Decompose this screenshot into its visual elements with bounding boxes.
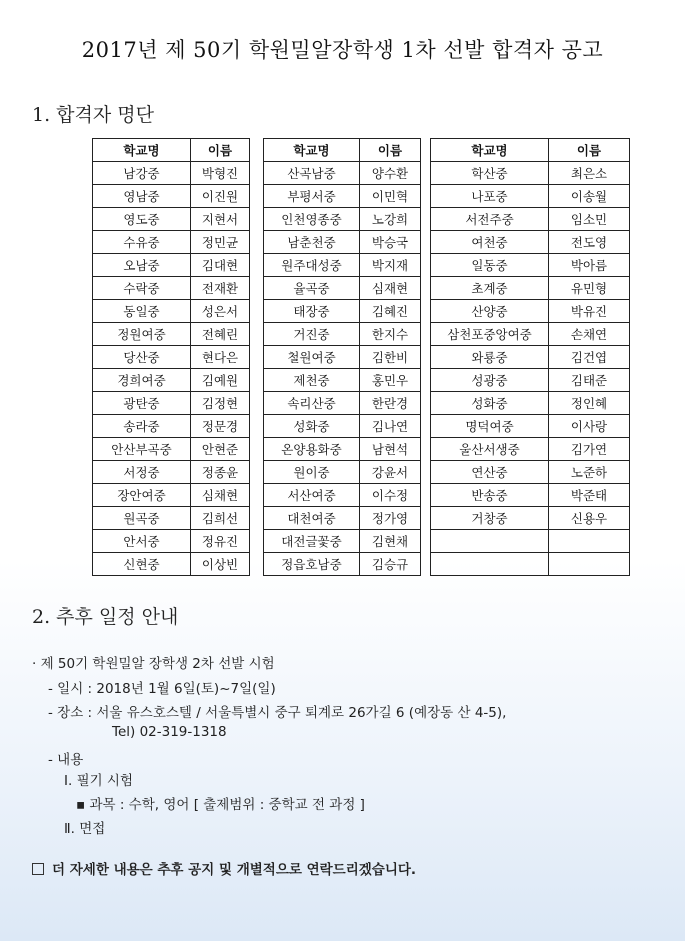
table-header-row (264, 139, 421, 162)
table-row (93, 484, 250, 507)
school-cell: 당산중 (93, 346, 191, 369)
schedule-item: · 제 50기 학원밀알 장학생 2차 선발 시험 (32, 656, 275, 672)
school-cell: 산곡남중 (264, 162, 360, 185)
school-cell: 태장중 (264, 300, 360, 323)
name-cell (549, 530, 630, 553)
name-cell: 유민형 (549, 277, 630, 300)
school-cell: 성화중 (264, 415, 360, 438)
name-cell: 김희선 (191, 507, 250, 530)
table-row (93, 553, 250, 576)
school-cell: 여천중 (431, 231, 549, 254)
name-cell: 김대현 (191, 254, 250, 277)
school-cell: 부평서중 (264, 185, 360, 208)
school-cell: 수유중 (93, 231, 191, 254)
name-cell: 성은서 (191, 300, 250, 323)
name-cell: 박유진 (549, 300, 630, 323)
section-1-heading: 1. 합격자 명단 (32, 104, 154, 126)
name-cell: 양수환 (360, 162, 421, 185)
table-row (93, 231, 250, 254)
table-row (431, 530, 630, 553)
table-row (431, 484, 630, 507)
name-cell: 노강희 (360, 208, 421, 231)
name-cell: 신용우 (549, 507, 630, 530)
name-cell: 정민균 (191, 231, 250, 254)
school-cell: 반송중 (431, 484, 549, 507)
table-row (264, 392, 421, 415)
name-cell: 박준태 (549, 484, 630, 507)
table-row (264, 323, 421, 346)
table-row (264, 484, 421, 507)
table-row (431, 185, 630, 208)
table-header-row (93, 139, 250, 162)
school-cell: 서전주중 (431, 208, 549, 231)
table-row (431, 507, 630, 530)
table-row (264, 507, 421, 530)
name-cell: 박아름 (549, 254, 630, 277)
school-cell: 안서중 (93, 530, 191, 553)
name-cell: 최은소 (549, 162, 630, 185)
table-row (93, 162, 250, 185)
school-cell: 거진중 (264, 323, 360, 346)
school-cell: 송라중 (93, 415, 191, 438)
school-cell: 원주대성중 (264, 254, 360, 277)
name-cell: 정가영 (360, 507, 421, 530)
table-row (93, 208, 250, 231)
name-cell: 전도영 (549, 231, 630, 254)
name-cell: 김가연 (549, 438, 630, 461)
header-school: 학교명 (93, 139, 191, 162)
name-cell: 김한비 (360, 346, 421, 369)
name-cell: 지현서 (191, 208, 250, 231)
name-cell: 한란경 (360, 392, 421, 415)
header-name: 이름 (360, 139, 421, 162)
schedule-interview: Ⅱ. 면접 (64, 821, 106, 837)
school-cell: 학산중 (431, 162, 549, 185)
school-cell: 동일중 (93, 300, 191, 323)
table-row (264, 208, 421, 231)
school-cell: 신현중 (93, 553, 191, 576)
school-cell: 일동중 (431, 254, 549, 277)
table-row (431, 208, 630, 231)
name-cell: 박승국 (360, 231, 421, 254)
name-cell: 심채현 (191, 484, 250, 507)
table-row (431, 553, 630, 576)
school-cell: 온양용화중 (264, 438, 360, 461)
table-row (431, 300, 630, 323)
school-cell: 정원여중 (93, 323, 191, 346)
notice-text: 더 자세한 내용은 추후 공지 및 개별적으로 연락드리겠습니다. (52, 862, 417, 878)
schedule-place: - 장소 : 서울 유스호스텔 / 서울특별시 중구 퇴계로 26가길 6 (예장동 산 4-5), (48, 705, 507, 721)
school-cell: 삼천포중앙여중 (431, 323, 549, 346)
school-cell (431, 553, 549, 576)
name-cell: 손채연 (549, 323, 630, 346)
header-name: 이름 (191, 139, 250, 162)
table-row (93, 277, 250, 300)
table-row (431, 415, 630, 438)
name-cell: 전재환 (191, 277, 250, 300)
school-cell: 경희여중 (93, 369, 191, 392)
table-row (264, 530, 421, 553)
school-cell: 남강중 (93, 162, 191, 185)
table-row (93, 461, 250, 484)
name-cell: 노준하 (549, 461, 630, 484)
name-cell: 남현석 (360, 438, 421, 461)
table-row (264, 277, 421, 300)
table-row (431, 277, 630, 300)
header-name: 이름 (549, 139, 630, 162)
table-row (264, 162, 421, 185)
table-row (264, 461, 421, 484)
table-row (431, 461, 630, 484)
table-row (431, 162, 630, 185)
table-row (264, 553, 421, 576)
results-table-1 (92, 138, 250, 576)
section-2-heading: 2. 추후 일정 안내 (32, 606, 179, 628)
table-row (264, 185, 421, 208)
table-row (93, 392, 250, 415)
school-cell: 철원여중 (264, 346, 360, 369)
school-cell: 장안여중 (93, 484, 191, 507)
table-row (93, 369, 250, 392)
school-cell: 안산부곡중 (93, 438, 191, 461)
table-row (264, 254, 421, 277)
school-cell: 초계중 (431, 277, 549, 300)
table-row (264, 231, 421, 254)
checkbox-icon (32, 863, 44, 875)
table-row (431, 369, 630, 392)
name-cell: 김혜진 (360, 300, 421, 323)
table-row (431, 231, 630, 254)
name-cell: 이진원 (191, 185, 250, 208)
name-cell: 강윤서 (360, 461, 421, 484)
name-cell: 이송월 (549, 185, 630, 208)
school-cell: 나포중 (431, 185, 549, 208)
schedule-tel: Tel) 02-319-1318 (112, 724, 227, 740)
table-row (431, 346, 630, 369)
table-row (431, 254, 630, 277)
school-cell: 대천여중 (264, 507, 360, 530)
school-cell: 광탄중 (93, 392, 191, 415)
name-cell: 김예원 (191, 369, 250, 392)
header-school: 학교명 (431, 139, 549, 162)
school-cell: 서산여중 (264, 484, 360, 507)
school-cell: 와룡중 (431, 346, 549, 369)
school-cell: 연산중 (431, 461, 549, 484)
name-cell: 김나연 (360, 415, 421, 438)
school-cell: 영도중 (93, 208, 191, 231)
name-cell: 전혜린 (191, 323, 250, 346)
name-cell: 김태준 (549, 369, 630, 392)
name-cell: 안현준 (191, 438, 250, 461)
school-cell: 성화중 (431, 392, 549, 415)
header-school: 학교명 (264, 139, 360, 162)
table-row (93, 323, 250, 346)
name-cell: 현다은 (191, 346, 250, 369)
name-cell: 심재현 (360, 277, 421, 300)
school-cell: 영남중 (93, 185, 191, 208)
table-row (93, 438, 250, 461)
table-row (93, 300, 250, 323)
name-cell (549, 553, 630, 576)
notice (32, 858, 416, 878)
name-cell: 정문경 (191, 415, 250, 438)
name-cell: 정인혜 (549, 392, 630, 415)
name-cell: 한지수 (360, 323, 421, 346)
table-header-row (431, 139, 630, 162)
table-row (264, 300, 421, 323)
results-table-2 (263, 138, 421, 576)
school-cell: 울산서생중 (431, 438, 549, 461)
table-row (93, 346, 250, 369)
school-cell: 성광중 (431, 369, 549, 392)
school-cell: 명덕여중 (431, 415, 549, 438)
table-row (431, 323, 630, 346)
table-row (93, 530, 250, 553)
name-cell: 김승규 (360, 553, 421, 576)
school-cell: 서정중 (93, 461, 191, 484)
table-row (93, 254, 250, 277)
table-row (93, 507, 250, 530)
results-table-3 (430, 138, 630, 576)
page-title: 2017년 제 50기 학원밀알장학생 1차 선발 합격자 공고 (81, 38, 604, 62)
name-cell: 김정현 (191, 392, 250, 415)
table-row (264, 438, 421, 461)
name-cell: 이사랑 (549, 415, 630, 438)
table-row (93, 415, 250, 438)
name-cell: 정종윤 (191, 461, 250, 484)
school-cell (431, 530, 549, 553)
school-cell: 원곡중 (93, 507, 191, 530)
table-row (431, 438, 630, 461)
schedule-written-exam: Ⅰ. 필기 시험 (64, 773, 134, 789)
school-cell: 정읍호남중 (264, 553, 360, 576)
name-cell: 이민혁 (360, 185, 421, 208)
name-cell: 이상빈 (191, 553, 250, 576)
school-cell: 속리산중 (264, 392, 360, 415)
name-cell: 임소민 (549, 208, 630, 231)
name-cell: 박지재 (360, 254, 421, 277)
table-row (264, 346, 421, 369)
school-cell: 오남중 (93, 254, 191, 277)
table-row (264, 369, 421, 392)
school-cell: 거창중 (431, 507, 549, 530)
schedule-date: - 일시 : 2018년 1월 6일(토)~7일(일) (48, 681, 276, 697)
school-cell: 원이중 (264, 461, 360, 484)
school-cell: 수락중 (93, 277, 191, 300)
schedule-content: - 내용 (48, 752, 84, 768)
name-cell: 홍민우 (360, 369, 421, 392)
name-cell: 김현채 (360, 530, 421, 553)
table-row (93, 185, 250, 208)
name-cell: 김건엽 (549, 346, 630, 369)
schedule-subjects: ▪ 과목 : 수학, 영어 [ 출제범위 : 중학교 전 과정 ] (76, 797, 365, 813)
name-cell: 정유진 (191, 530, 250, 553)
name-cell: 박형진 (191, 162, 250, 185)
school-cell: 제천중 (264, 369, 360, 392)
school-cell: 산양중 (431, 300, 549, 323)
table-row (264, 415, 421, 438)
name-cell: 이수정 (360, 484, 421, 507)
table-row (431, 392, 630, 415)
school-cell: 인천영종중 (264, 208, 360, 231)
school-cell: 남춘천중 (264, 231, 360, 254)
school-cell: 율곡중 (264, 277, 360, 300)
school-cell: 대전글꽃중 (264, 530, 360, 553)
